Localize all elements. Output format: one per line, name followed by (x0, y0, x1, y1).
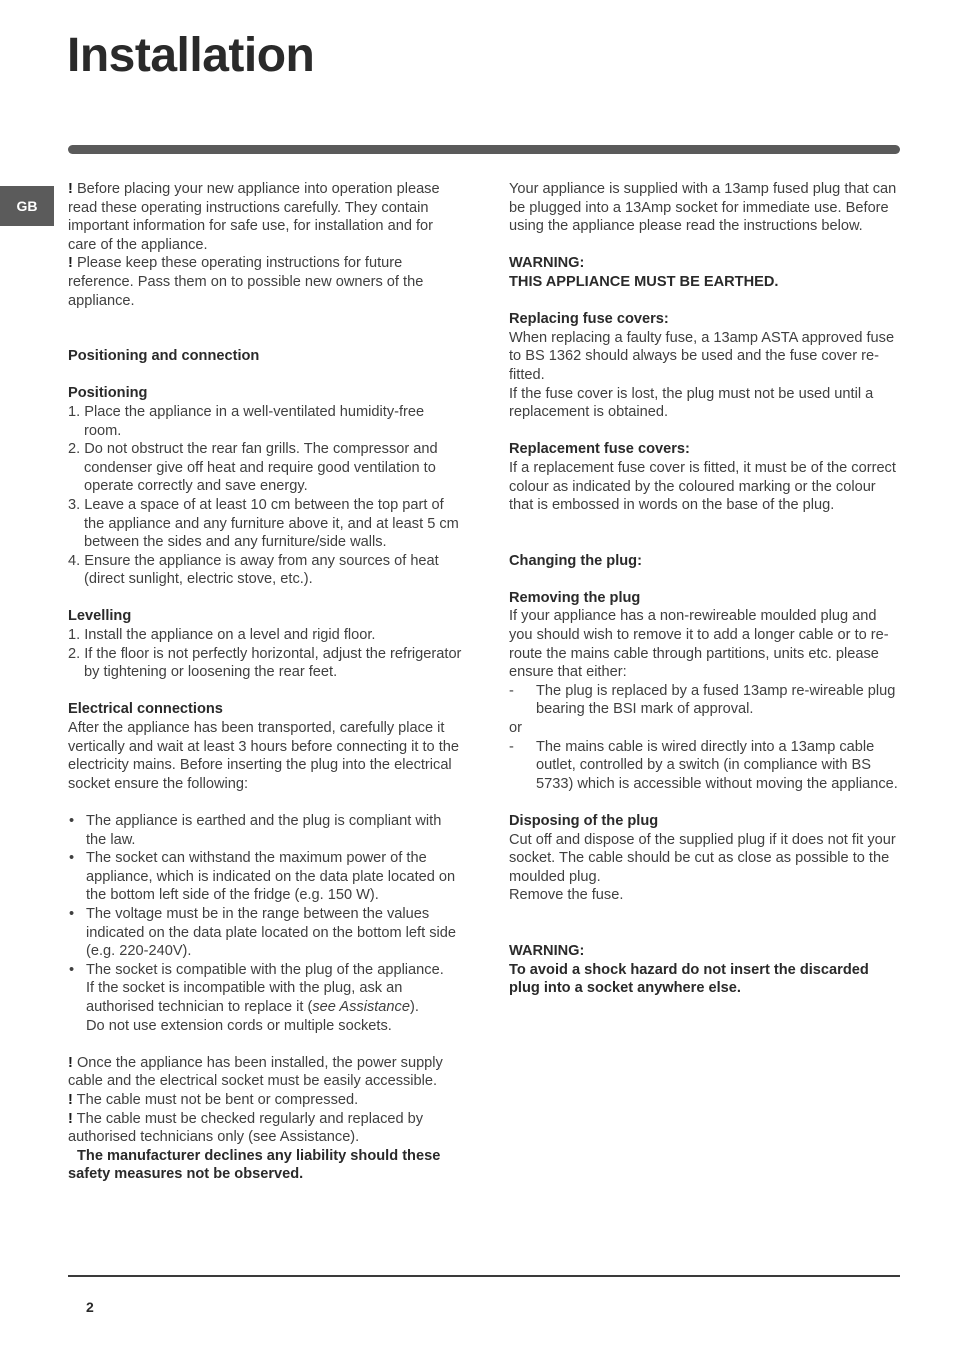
liability-statement: The manufacturer declines any liability should these safety measures not be observed. (68, 1147, 441, 1183)
heading-replacing-fuse-covers: Replacing fuse covers: (509, 311, 669, 328)
heading-disposing-plug: Disposing of the plug (509, 813, 659, 829)
right-column (509, 180, 901, 998)
heading-changing-plug: Changing the plug: (509, 552, 642, 569)
note-accessible: ! Once the appliance has been installed, the power supply cable and the electrical socket must be easily accessible. (68, 1054, 443, 1090)
dash-icon: - (509, 738, 514, 755)
list-item: 3. Leave a space of at least 10 cm between the top part of the appliance and any furniture above it, and at least 5 cm between the sides and any furniture/side walls. (68, 496, 459, 551)
list-item: • The voltage must be in the range between the values indicated on the data plate located on the bottom left side (e.g. 220-240V). (69, 905, 456, 960)
disposing-para-1: Cut off and dispose of the supplied plug if it does not fit your socket. The cable should be cut as close as possible to the moulded plug. (509, 831, 896, 885)
electrical-checklist (68, 812, 463, 1035)
heading-positioning: Positioning (68, 385, 148, 402)
replacing-para-1: When replacing a faulty fuse, a 13amp ASTA approved fuse to BS 1362 should always be used and the fuse cover re-fitted. (509, 329, 895, 383)
bullet-icon: • (69, 813, 75, 829)
plug-option-1 (509, 682, 901, 719)
list-item: - The plug is replaced by a fused 13amp re-wireable plug bearing the BSI mark of approval. (509, 682, 896, 718)
exclamation-icon: ! (68, 1054, 73, 1071)
disposing-para-2: Remove the fuse. (509, 887, 624, 904)
list-item: • The socket is compatible with the plug of the appliance. If the socket is incompatible with the plug, ask an authorised technician to replace it (see Assistance). Do not use extension cords or multiple sockets. (69, 961, 444, 1034)
replacing-para-2: If the fuse cover is lost, the plug must not be used until a replacement is obtained. (509, 385, 874, 421)
warning-title-1: WARNING: (509, 255, 585, 272)
incompatible-socket-note: If the socket is incompatible with the plug, ask an authorised technician to replace it (see Assistance). (86, 980, 419, 1015)
intro-para-1 (68, 180, 463, 254)
left-column (68, 180, 463, 1184)
positioning-list (68, 403, 463, 589)
list-item: 2. Do not obstruct the rear fan grills. The compressor and condenser give off heat and require good ventilation to operate correctly and save energy. (68, 441, 438, 495)
dash-icon: - (509, 682, 514, 699)
intro-text-1: Before placing your new appliance into operation please read these operating instructions carefully. They contain important information for safe use, for installation and for care of the appliance. (68, 181, 440, 253)
exclamation-icon: ! (68, 1091, 73, 1108)
warning-title-2: WARNING: (509, 942, 585, 959)
intro-text-2: Please keep these operating instructions for future reference. Pass them on to possible new owners of the appliance. (68, 255, 424, 309)
heading-replacement-fuse-covers: Replacement fuse covers: (509, 441, 690, 458)
language-tab: GB (0, 186, 54, 226)
extension-cord-note: Do not use extension cords or multiple sockets. (86, 1017, 392, 1034)
levelling-list (68, 626, 463, 682)
heading-electrical-connections: Electrical connections (68, 701, 223, 718)
plug-intro: Your appliance is supplied with a 13amp fused plug that can be plugged into a 13Amp socket for immediate use. Before using the appliance please read the instructions below. (509, 181, 897, 235)
header-divider (68, 145, 900, 154)
electrical-intro: After the appliance has been transported, carefully place it vertically and wait at least 3 hours before connecting it to the electricity mains. Before inserting the plug into the electrical socket ensure the following: (68, 720, 460, 792)
removing-para: If your appliance has a non-rewireable moulded plug and you should wish to remove it to add a longer cable or to re-route the mains cable through partitions, units etc. please ensure that either: (509, 608, 889, 681)
list-item: 2. If the floor is not perfectly horizontal, adjust the refrigerator by tightening or loosening the rear feet. (68, 645, 462, 681)
warning-shock-hazard: To avoid a shock hazard do not insert the discarded plug into a socket anywhere else. (509, 961, 869, 997)
exclamation-icon: ! (68, 255, 73, 272)
heading-levelling: Levelling (68, 608, 132, 625)
bullet-icon: • (69, 905, 75, 922)
heading-removing-plug: Removing the plug (509, 589, 641, 606)
bullet-icon: • (69, 850, 75, 867)
footer-divider (68, 1275, 900, 1277)
see-assistance-ref: see Assistance (312, 998, 410, 1015)
heading-positioning-connection: Positioning and connection (68, 348, 260, 365)
replacement-para: If a replacement fuse cover is fitted, it must be of the correct colour as indicated by the coloured marking or the colour that is embossed in words on the base of the plug. (509, 459, 896, 514)
note-cable-bent: ! The cable must not be bent or compressed. (68, 1091, 359, 1108)
list-item: • The appliance is earthed and the plug is compliant with the law. (69, 813, 442, 848)
page-number: 2 (86, 1299, 94, 1315)
list-item: - The mains cable is wired directly into a 13amp cable outlet, controlled by a switch (in compliance with BS 5733) which is accessible without moving the appliance. (509, 738, 898, 792)
list-item: • The socket can withstand the maximum power of the appliance, which is indicated on the data plate located on the bottom left side of the fridge (e.g. 150 W). (69, 850, 456, 904)
intro-para-2 (68, 254, 463, 310)
plug-option-2 (509, 738, 901, 794)
exclamation-icon: ! (68, 181, 73, 197)
warning-earthed: THIS APPLIANCE MUST BE EARTHED. (509, 273, 779, 290)
exclamation-icon: ! (68, 1110, 73, 1127)
page-title: Installation (67, 29, 315, 82)
bullet-icon: • (69, 961, 75, 978)
or-separator: or (509, 720, 522, 737)
note-cable-checked: ! The cable must be checked regularly and replaced by authorised technicians only (see Assistance). (68, 1110, 424, 1146)
list-item: 1. Install the appliance on a level and rigid floor. (68, 627, 376, 644)
list-item: 1. Place the appliance in a well-ventilated humidity-free room. (68, 403, 425, 439)
list-item: 4. Ensure the appliance is away from any sources of heat (direct sunlight, electric stove, etc.). (68, 552, 439, 588)
